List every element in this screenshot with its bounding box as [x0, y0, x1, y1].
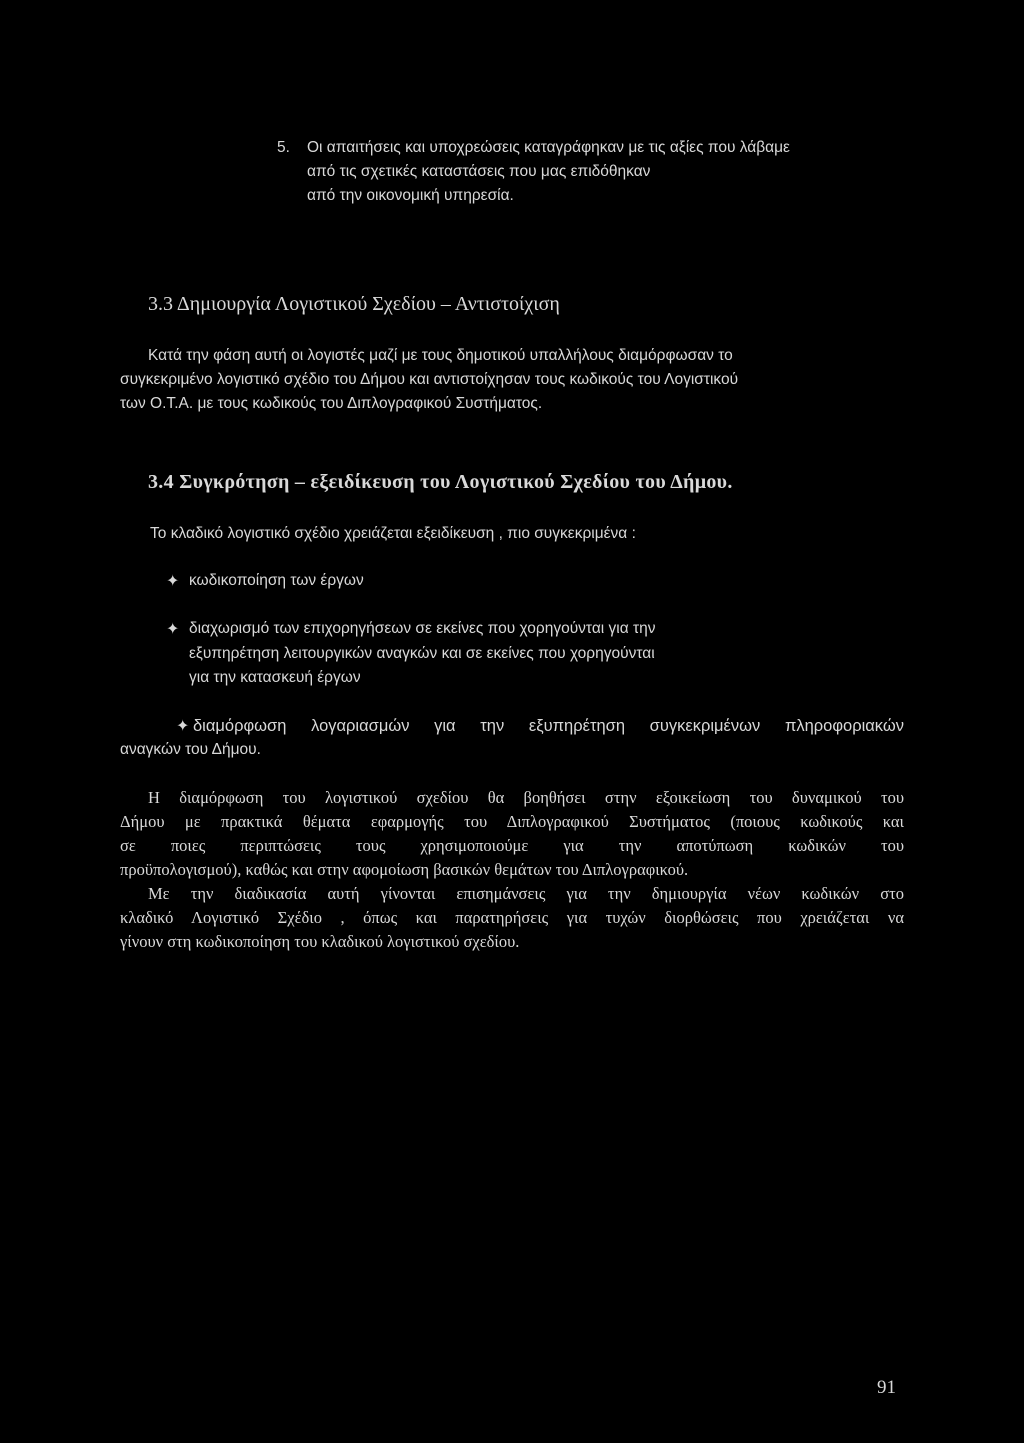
arrow-bullet-icon: ✦: [166, 619, 180, 638]
section-3-3-heading: 3.3 Δημιουργία Λογιστικού Σχεδίου – Αντιστοίχιση: [148, 293, 560, 315]
item5-line-3: από την οικονομική υπηρεσία.: [307, 187, 514, 204]
paragraph-1-line-4: προϋπολογισμού), καθώς και στην αφομοίωση βασικών θεμάτων του Διπλογραφικού.: [120, 860, 689, 879]
paragraph-1-line-2: Δήμου με πρακτικά θέματα εφαρμογής του Διπλογραφικού Συστήματος (ποιους κωδικούς και: [120, 812, 904, 831]
section-3-4-intro: Το κλαδικό λογιστικό σχέδιο χρειάζεται εξειδίκευση , πιο συγκεκριμένα :: [150, 525, 636, 542]
page-number: 91: [877, 1377, 896, 1398]
bullet-3-line-1: διαμόρφωση λογαριασμών για την εξυπηρέτηση συγκεκριμένων πληροφοριακών: [193, 717, 904, 735]
arrow-bullet-icon: ✦: [176, 716, 190, 735]
section-3-3-line-3: των Ο.Τ.Α. με τους κωδικούς του Διπλογραφικού Συστήματος.: [120, 395, 543, 412]
paragraph-2-line-1: Με την διαδικασία αυτή γίνονται επισημάνσεις για την δημιουργία νέων κωδικών στο: [148, 884, 904, 903]
item5-line-2: από τις σχετικές καταστάσεις που μας επιδόθηκαν: [307, 163, 651, 180]
bullet-2-line-2: εξυπηρέτηση λειτουργικών αναγκών και σε εκείνες που χορηγούνται: [189, 645, 655, 662]
arrow-bullet-icon: ✦: [166, 571, 180, 590]
bullet-2-line-3: για την κατασκευή έργων: [189, 669, 361, 686]
item5-line-1: Οι απαιτήσεις και υποχρεώσεις καταγράφηκαν με τις αξίες που λάβαμε: [307, 139, 790, 156]
paragraph-1-line-3: σε ποιες περιπτώσεις τους χρησιμοποιούμε για την αποτύπωση κωδικών του: [120, 836, 904, 855]
paragraph-2-line-3: γίνουν στη κωδικοποίηση του κλαδικού λογιστικού σχεδίου.: [120, 932, 520, 951]
section-3-4-heading: 3.4 Συγκρότηση – εξειδίκευση του Λογιστικού Σχεδίου του Δήμου.: [148, 471, 733, 493]
paragraph-1-line-1: Η διαμόρφωση του λογιστικού σχεδίου θα βοηθήσει στην εξοικείωση του δυναμικού του: [148, 788, 904, 807]
paragraph-2-line-2: κλαδικό Λογιστικό Σχέδιο , όπως και παρατηρήσεις για τυχών διορθώσεις που χρειάζεται να: [120, 908, 904, 927]
section-3-3-line-2: συγκεκριμένο λογιστικό σχέδιο του Δήμου και αντιστοίχησαν τους κωδικούς του Λογιστικού: [120, 371, 739, 388]
bullet-1-text: κωδικοποίηση των έργων: [189, 572, 364, 589]
section-3-3-line-1: Κατά την φάση αυτή οι λογιστές μαζί με τους δημοτικού υπαλλήλους διαμόρφωσαν το: [148, 347, 733, 364]
item-number: 5.: [277, 139, 290, 156]
bullet-2-line-1: διαχωρισμό των επιχορηγήσεων σε εκείνες που χορηγούνται για την: [189, 620, 656, 637]
bullet-3-line-2: αναγκών του Δήμου.: [120, 741, 261, 758]
